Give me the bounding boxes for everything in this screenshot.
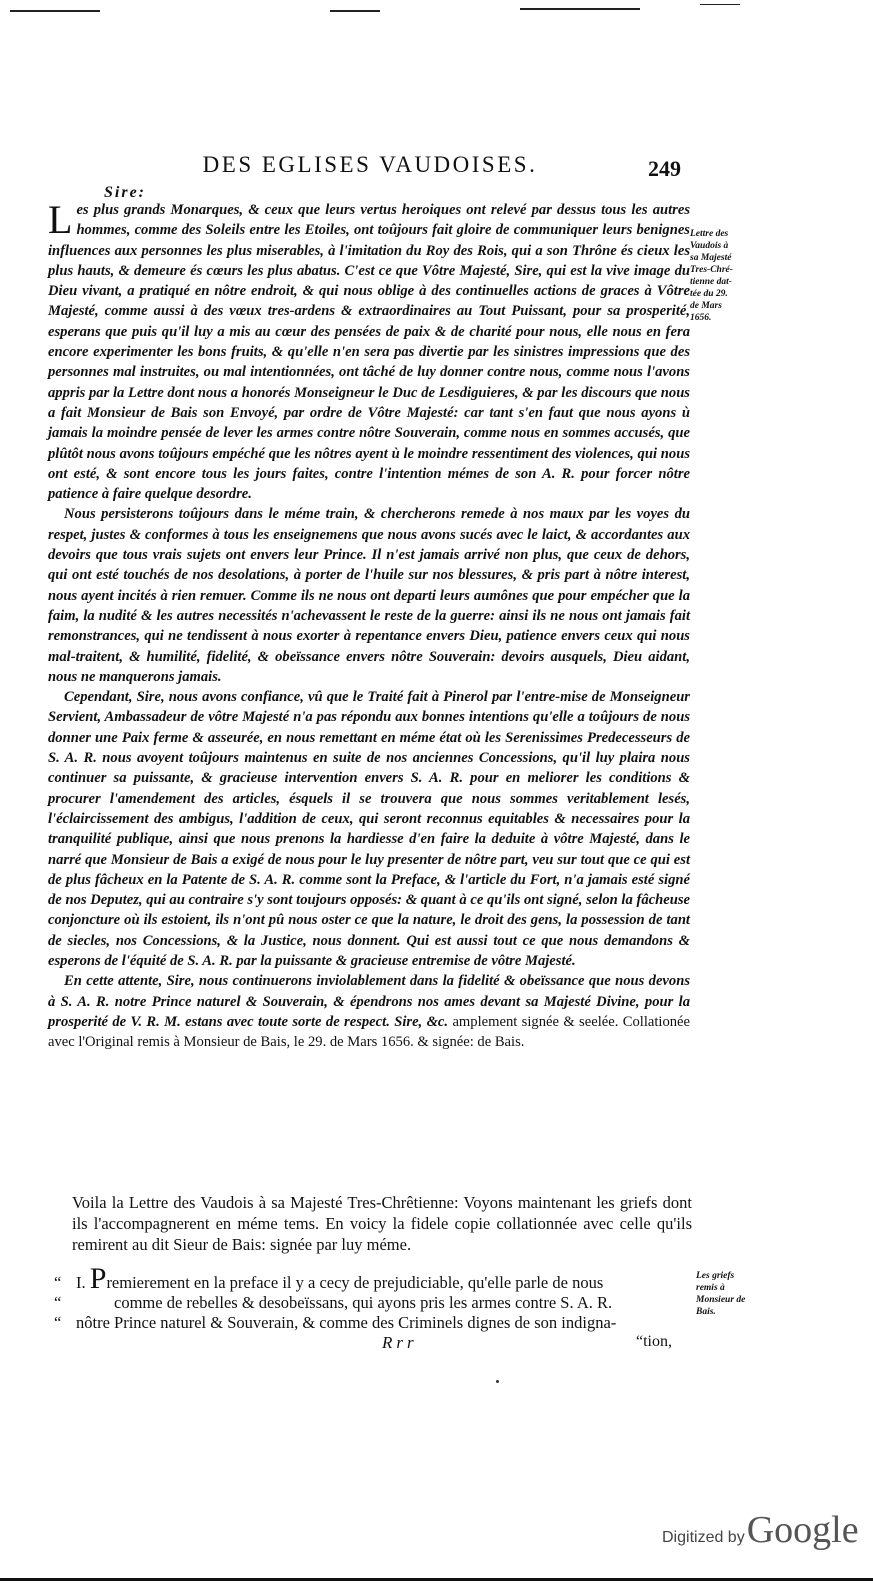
catchword: “tion, [636, 1333, 672, 1350]
running-title: DES EGLISES VAUDOISES. [202, 152, 538, 177]
letter-paragraph-1: Les plus grands Monarques, & ceux que leurs vertus heroiques ont relevé par dessus tous les autres hommes, comme des Soleils entre les Etoiles, ont toûjours fait gloire de communiquer leurs benignes influences aux personnes les plus miserables, à l'imitation du Roy des Rois, qui a son Thrône és cieux les plus hauts, & demeure és cœurs les plus abatus. C'est ce que Vôtre Majesté, Sire, qui est la vive image du Dieu vivant, a pratiqué en nôtre endroit, & qui nous oblige à des continuelles actions de graces à Vôtre Majesté, comme aussi à des vœux tres-ardens & extraordinaires au Tout Puissant, pour sa prosperité, esperans que puis qu'il luy a mis au cœur des pensées de paix & de charité pour nous, elle nous en fera encore experimenter les bons fruits, & qu'elle n'en sera pas divertie par les sinistres impressions que des personnes mal instruites, ou mal intentionnées, ont tâché de luy donner contre nous, comme nous l'avons appris par la Lettre dont nous a honorés Monseigneur le Duc de Lesdiguieres, & par les discours que nous a fait Monsieur de Bais son Envoyé, par ordre de Vôtre Majesté: car tant s'en faut que nous ayons ù jamais la moindre pensée de lever les armes contre nôtre Souverain, comme nous en sommes accusés, que plûtôt nous avons toûjours empéché que les nôtres ayent ù le moindre ressentiment des violences, qui nous ont esté, & sont encore tous les jours faites, contre l'intention mémes de son A. R. pour forcer nôtre patience à faire quelque desordre. [48, 197, 690, 503]
margin-note-griefs: Les griefs remis à Monsieur de Bais. [696, 1271, 746, 1317]
page-number: 249 [648, 156, 681, 181]
letter-paragraph-2: Nous persisterons toûjours dans le méme train, & chercherons remede à nos maux par les voyes du respet, justes & conformes à tous les enseignemens que nous avons sucés avec le laict, & accordantes aux devoirs que tous vrais sujets ont envers leur Prince. Il n'est jamais arrivé non plus, que ceux de dehors, qui ont esté touchés de nos desolations, à porter de l'huile sur nos blessures, & pris part à nôtre interest, nous ayent incités à rien remuer. Comme ils ne nous ont departi leurs aumônes que pour empécher que la faim, la nudité & les autres necessités n'achevassent le reste de la guerre: ainsi ils ne nous ont jamais fait remonstrances, qui ne tendissent à nous exorter à repentance envers Dieu, patience envers ceux qui nous mal-traitent, & humilité, fidelité, & obeïssance envers nôtre Souverain: devoirs ausquels, Dieu aidant, nous ne manquerons jamais. [48, 506, 690, 685]
google-logo: Google [746, 1509, 859, 1551]
top-rule-far [700, 4, 740, 5]
letter-paragraph-4: En cette attente, Sire, nous continuerons inviolablement dans la fidelité & obeïssance que nous devons à S. A. R. notre Prince naturel & Souverain, & épendrons nos ames devant sa Majesté Divine, pour la prosperité de V. R. M. estans avec toute sorte de respect. Sire, &c. amplement signée & seelée. Collationée avec l'Original remis à Monsieur de Bais, le 29. de Mars 1656. & signée: de Bais. [48, 973, 691, 1051]
top-rule-right [520, 8, 640, 10]
drop-cap: L [48, 197, 73, 242]
signature-mark: Rrr [382, 1333, 418, 1352]
watermark-prefix: Digitized by [662, 1529, 745, 1546]
letter-body [48, 197, 691, 1052]
article-line-2: “ comme de rebelles & desobeïssans, qui ayons pris les armes contre S. A. R. [54, 1293, 613, 1312]
margin-note-letter: Lettre des Vaudois à sa Majesté Tres-Chré- tienne dat- tée du 29. de Mars 1656. [690, 229, 733, 323]
article-one [54, 1262, 694, 1333]
top-rule-left [10, 10, 100, 12]
article-line-1: “ I. Premierement en la preface il y a cecy de prejudiciable, qu'elle parle de nous [54, 1262, 604, 1295]
letter-paragraph-3: Cependant, Sire, nous avons confiance, vû que le Traité fait à Pinerol par l'entre-mise de Monseigneur Servient, Ambassadeur de vôtre Majesté n'a pas répondu aux bonnes intentions qu'elle a toûjours de nous donner une Paix ferme & asseurée, en nous remettant en méme état où les Serenissimes Predecesseurs de S. A. R. nous avoyent toûjours maintenus en suite de nos anciennes Concessions, qu'il luy plaira nous continuer sa puissante, & gracieuse intervention envers S. A. R. pour en meliorer les conditions & procurer l'amendement des articles, ésquels il se trouvera que nous sommes veritablement lesés, l'éclaircissement des ambigus, l'addition de ceux, qui seront reconnus equitables & necessaires pour la tranquilité publique, ainsi que nous prenons la hardiesse d'en faire la deduite à vôtre Majesté, dans le narré que Monsieur de Bais a exigé de nous pour le luy presenter de nôtre part, veu sur tout que ce qui est de plus fâcheux en la Patente de S. A. R. comme sont la Preface, & l'article du Fort, n'a jamais esté signé de nos Deputez, qui au contraire s'y sont toujours opposés: & quant à ce qu'ils ont signé, selon la fâcheuse conjoncture où ils estoient, ils n'ont pû nous oster ce que la nature, le droit des gens, la possession de tant de siecles, nos Concessions, & la Justice, nous donnent. Qui est aussi tout ce que nous demandons & esperons de l'équité de S. A. R. par la puissante & gracieuse entremise de vôtre Majesté. [48, 689, 690, 969]
commentary-paragraph: Voila la Lettre des Vaudois à sa Majesté Tres-Chrêtienne: Voyons maintenant les griefs dont ils l'accompagnerent en méme tems. En voicy la fidele copie collationnée avec celle qu'ils remirent au dit Sieur de Bais: signée par luy méme. [72, 1193, 692, 1254]
ink-dot [496, 1380, 499, 1383]
article-drop-cap: P [89, 1262, 107, 1295]
bottom-rule [0, 1578, 873, 1581]
top-rule-mid [330, 10, 380, 12]
letter-closing: amplement signée & seelée. Collationée avec l'Original remis à Monsieur de Bais, le 29. de Mars 1656. & signée: de Bais. [48, 1013, 691, 1051]
article-line-3: “ nôtre Prince naturel & Souverain, & comme des Criminels dignes de son indigna- [54, 1313, 617, 1332]
digitized-by-google-watermark [662, 1508, 859, 1552]
salutation: Sire: [104, 184, 146, 201]
